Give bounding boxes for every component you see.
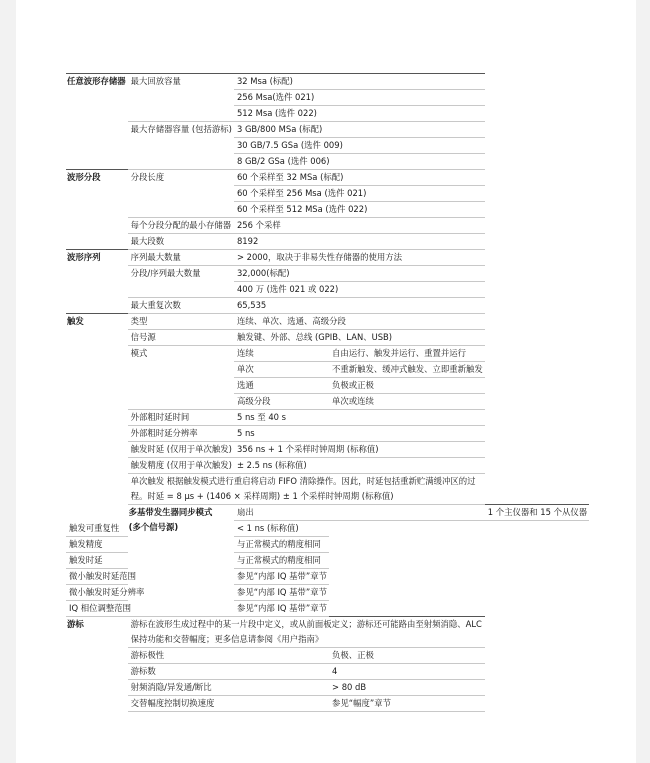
- spec-label: 触发可重复性: [66, 521, 234, 537]
- spec-value: 参见“内部 IQ 基带”章节: [234, 601, 329, 617]
- table-row: [66, 234, 589, 250]
- spec-value: 256 个采样: [234, 218, 485, 234]
- spec-label: 交替幅度控制切换速度: [128, 696, 329, 712]
- section-title: 多基带发生器同步模式 (多个信号源): [128, 505, 234, 617]
- table-row: [66, 266, 589, 282]
- spec-value: 参见“内部 IQ 基带”章节: [234, 569, 329, 585]
- spec-table: [66, 73, 589, 712]
- table-row: [66, 122, 589, 138]
- section-title: 任意波形存储器: [66, 74, 128, 170]
- spec-label: 触发时延: [66, 553, 234, 569]
- spec-value: 32,000(标配): [234, 266, 485, 282]
- spec-label: 触发精度: [66, 537, 234, 553]
- spec-value: 60 个采样至 256 Msa (选件 021): [234, 186, 485, 202]
- table-row: [66, 250, 589, 266]
- spec-label: 最大存储器容量 (包括游标): [128, 122, 234, 170]
- table-row: [66, 426, 589, 442]
- spec-label: 类型: [128, 314, 234, 330]
- table-row: [66, 458, 589, 474]
- table-row: [66, 330, 589, 346]
- spec-value: 连续、单次、选通、高级分段: [234, 314, 485, 330]
- table-row: [66, 218, 589, 234]
- spec-value: 与正常模式的精度相同: [234, 553, 329, 569]
- spec-value: > 2000，取决于非易失性存储器的使用方法: [234, 250, 485, 266]
- spec-value: 356 ns + 1 个采样时钟周期 (标称值): [234, 442, 485, 458]
- spec-label: 触发精度 (仅用于单次触发): [128, 458, 234, 474]
- spec-value: 512 Msa (选件 022): [234, 106, 485, 122]
- table-row: [66, 569, 589, 585]
- table-row: [66, 314, 589, 330]
- document-page: [16, 0, 636, 763]
- table-row: [66, 617, 589, 648]
- spec-label: 扇出: [234, 505, 485, 521]
- mode-desc: 负极或正极: [329, 378, 485, 394]
- section-title: 波形序列: [66, 250, 128, 314]
- spec-value: 65,535: [234, 298, 485, 314]
- spec-label: 分段长度: [128, 170, 234, 218]
- spec-value: 256 Msa(选件 021): [234, 90, 485, 106]
- spec-value: 参见“幅度”章节: [329, 696, 485, 712]
- spec-label: 外部粗时延时间: [128, 410, 234, 426]
- spec-label: 信号源: [128, 330, 234, 346]
- spec-label: 游标极性: [128, 648, 329, 664]
- spec-label: 外部粗时延分辨率: [128, 426, 234, 442]
- spec-value: 32 Msa (标配): [234, 74, 485, 90]
- spec-value: 5 ns 至 40 s: [234, 410, 485, 426]
- spec-label: 模式: [128, 346, 234, 410]
- table-row: [66, 346, 589, 362]
- spec-label: 游标数: [128, 664, 329, 680]
- spec-note: 游标在波形生成过程中的某一片段中定义，或从前面板定义；游标还可能路由至射频消隐、ALC 保持功能和交替幅度；更多信息请参阅《用户指南》: [128, 617, 485, 648]
- section-title: 触发: [66, 314, 128, 521]
- table-row: [66, 664, 589, 680]
- table-row: [66, 74, 589, 90]
- spec-value: 30 GB/7.5 GSa (选件 009): [234, 138, 485, 154]
- spec-value: 负极、正极: [329, 648, 485, 664]
- table-row: [66, 170, 589, 186]
- table-row: [66, 537, 589, 553]
- spec-label: 序列最大数量: [128, 250, 234, 266]
- table-row: [66, 585, 589, 601]
- mode-name: 单次: [234, 362, 329, 378]
- mode-name: 选通: [234, 378, 329, 394]
- spec-label: 最大回放容量: [128, 74, 234, 122]
- mode-desc: 单次或连续: [329, 394, 485, 410]
- spec-value: 60 个采样至 32 MSa (标配): [234, 170, 485, 186]
- spec-value: 60 个采样至 512 MSa (选件 022): [234, 202, 485, 218]
- spec-label: IQ 相位调整范围: [66, 601, 234, 617]
- spec-value: 1 个主仪器和 15 个从仪器: [485, 505, 589, 521]
- spec-value: 3 GB/800 MSa (标配): [234, 122, 485, 138]
- spec-label: 每个分段分配的最小存储器: [128, 218, 234, 234]
- table-row: [66, 410, 589, 426]
- spec-label: 微小触发时延范围: [66, 569, 234, 585]
- table-row: [66, 474, 589, 505]
- section-title: 波形分段: [66, 170, 128, 250]
- spec-value: 8192: [234, 234, 485, 250]
- mode-name: 连续: [234, 346, 329, 362]
- spec-value: > 80 dB: [329, 680, 485, 696]
- spec-value: 4: [329, 664, 485, 680]
- table-row: [66, 696, 589, 712]
- spec-label: 最大重复次数: [128, 298, 234, 314]
- table-row: [66, 442, 589, 458]
- mode-desc: 不重新触发、缓冲式触发、立即重新触发: [329, 362, 485, 378]
- table-row: [66, 553, 589, 569]
- spec-label: 分段/序列最大数量: [128, 266, 234, 298]
- spec-value: ± 2.5 ns (标称值): [234, 458, 485, 474]
- table-row: [66, 505, 589, 521]
- spec-value: 5 ns: [234, 426, 485, 442]
- table-row: [66, 648, 589, 664]
- spec-value: 参见“内部 IQ 基带”章节: [234, 585, 329, 601]
- mode-name: 高级分段: [234, 394, 329, 410]
- spec-value: 触发键、外部、总线 (GPIB、LAN、USB): [234, 330, 485, 346]
- spec-label: 微小触发时延分辨率: [66, 585, 234, 601]
- spec-value: < 1 ns (标称值): [234, 521, 329, 537]
- spec-value: 8 GB/2 GSa (选件 006): [234, 154, 485, 170]
- spec-label: 最大段数: [128, 234, 234, 250]
- section-title: 游标: [66, 617, 128, 712]
- table-row: [66, 298, 589, 314]
- spec-value: 与正常模式的精度相同: [234, 537, 329, 553]
- spec-label: 射频消隐/异发通/断比: [128, 680, 329, 696]
- spec-label: 触发时延 (仅用于单次触发): [128, 442, 234, 458]
- table-row: [66, 680, 589, 696]
- table-row: [66, 601, 589, 617]
- mode-desc: 自由运行、触发并运行、重置并运行: [329, 346, 485, 362]
- spec-note: 单次触发 根据触发模式进行重启将启动 FIFO 清除操作。因此，时延包括重新贮满缓冲区的过程。时延 = 8 µs + (1406 × 采样周期) ± 1 个采样时钟周期 (标称值): [128, 474, 485, 505]
- spec-value: 400 万 (选件 021 或 022): [234, 282, 485, 298]
